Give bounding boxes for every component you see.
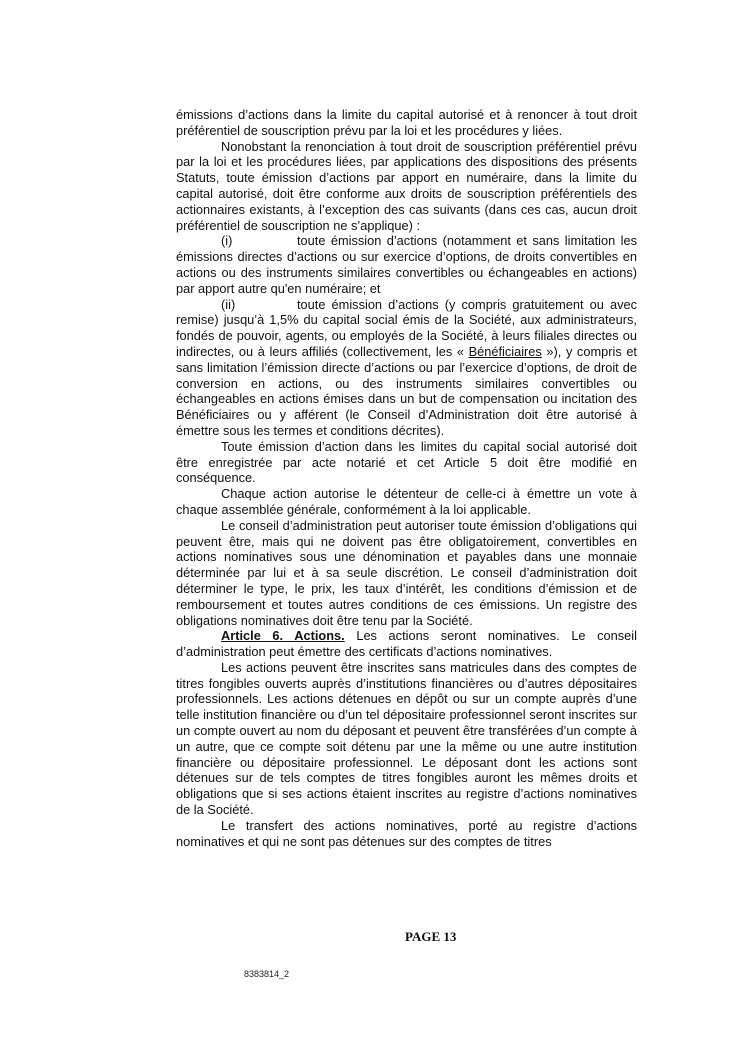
list-item-i [176, 233, 637, 296]
paragraph-transfer: Le transfert des actions nominatives, porté au registre d’actions nominatives et qui ne sont pas détenues sur des comptes de titres [176, 817, 637, 849]
list-item-text: toute émission d’actions (y compris gratuitement ou avec remise) jusqu’à 1,5% du capital social émis de la Société, aux administrateurs, fondés de pouvoir, agents, ou employés de la Société, à leurs filiales directes ou indirectes, ou à leurs affiliés (collectivement, les « [176, 296, 637, 359]
article-heading: Article 6. Actions. [221, 628, 345, 644]
list-item-number: (i) [221, 233, 233, 249]
list-item-ii [176, 297, 637, 439]
list-item-text-cont: »), y compris et sans limitation l’émission directe d’actions ou par l’exercice d’options, de droit de conversion en actions, ou des instruments similaires convertibles ou échangeables en actions émises dans un but de compensation ou incitation des Bénéficiaires ou y afférent (le Conseil d’Administration doit être autorisé à émettre sous les termes et conditions décrites). [176, 343, 637, 438]
paragraph-securities-accounts: Les actions peuvent être inscrites sans matricules dans des comptes de titres fongibles ouverts auprès d’institutions financières ou d’autres dépositaires professionnels. Les actions détenues en dépôt ou sur un compte auprès d’une telle institution financière ou d’un tel dépositaire professionnel seront inscrites sur un compte ouvert au nom du déposant et peuvent être transférées d’un compte à un autre, que ce compte soit détenu par une la même ou une autre institution financière ou dépositaire professionnel. Le déposant dont les actions sont détenues sur de tels comptes de titres fongibles auront les mêmes droits et obligations que si ses actions étaient inscrites au registre d’actions nominatives de la Société. [176, 659, 637, 818]
article-text: Les actions seront nominatives. Le conseil d’administration peut émettre des certificats d’actions nominatives. [176, 628, 637, 660]
defined-term: Bénéficiaires [468, 343, 542, 359]
paragraph-article-6 [176, 628, 637, 660]
list-item-text: toute émission d’actions (notamment et sans limitation les émissions directes d’actions ou sur exercice d’options, de droits convertibles en actions ou des instruments similaires convertibles ou échangeables en actions) par apport autre qu'en numéraire; et [176, 233, 637, 296]
list-item-number: (ii) [221, 296, 236, 312]
paragraph-bonds: Le conseil d’administration peut autoriser toute émission d’obligations qui peuvent être, mais qui ne doivent pas être obligatoirement, convertibles en actions nominatives sous une dénomination et payables dans une monnaie déterminée par lui et à sa seule discrétion. Le conseil d’administration doit déterminer le type, le prix, les taux d’intérêt, les conditions d’émission et de remboursement et toutes autres conditions de ces émissions. Un registre des obligations nominatives doit être tenu par la Société. [176, 517, 637, 628]
paragraph-notarial-deed: Toute émission d’action dans les limites du capital social autorisé doit être enregistrée par acte notarié et cet Article 5 doit être modifié en conséquence. [176, 438, 637, 486]
paragraph-voting: Chaque action autorise le détenteur de celle-ci à émettre un vote à chaque assemblée générale, conformément à la loi applicable. [176, 486, 637, 517]
paragraph-continuation: émissions d’actions dans la limite du capital autorisé et à renoncer à tout droit préférentiel de souscription prévu par la loi et les procédures y liées. [176, 107, 637, 138]
page-number: PAGE 13 [405, 929, 457, 944]
document-body [176, 107, 637, 849]
document-reference: 8383814_2 [244, 969, 290, 979]
paragraph-preferential-rights: Nonobstant la renonciation à tout droit de souscription préférentiel prévu par la loi et les procédures liées, par applications des dispositions des présents Statuts, toute émission d’actions par apport en numéraire, dans la limite du capital autorisé, doit être conforme aux droits de souscription préférentiels des actionnaires existants, à l’exception des cas suivants (dans ces cas, aucun droit préférentiel de souscription ne s’applique) : [176, 138, 637, 233]
